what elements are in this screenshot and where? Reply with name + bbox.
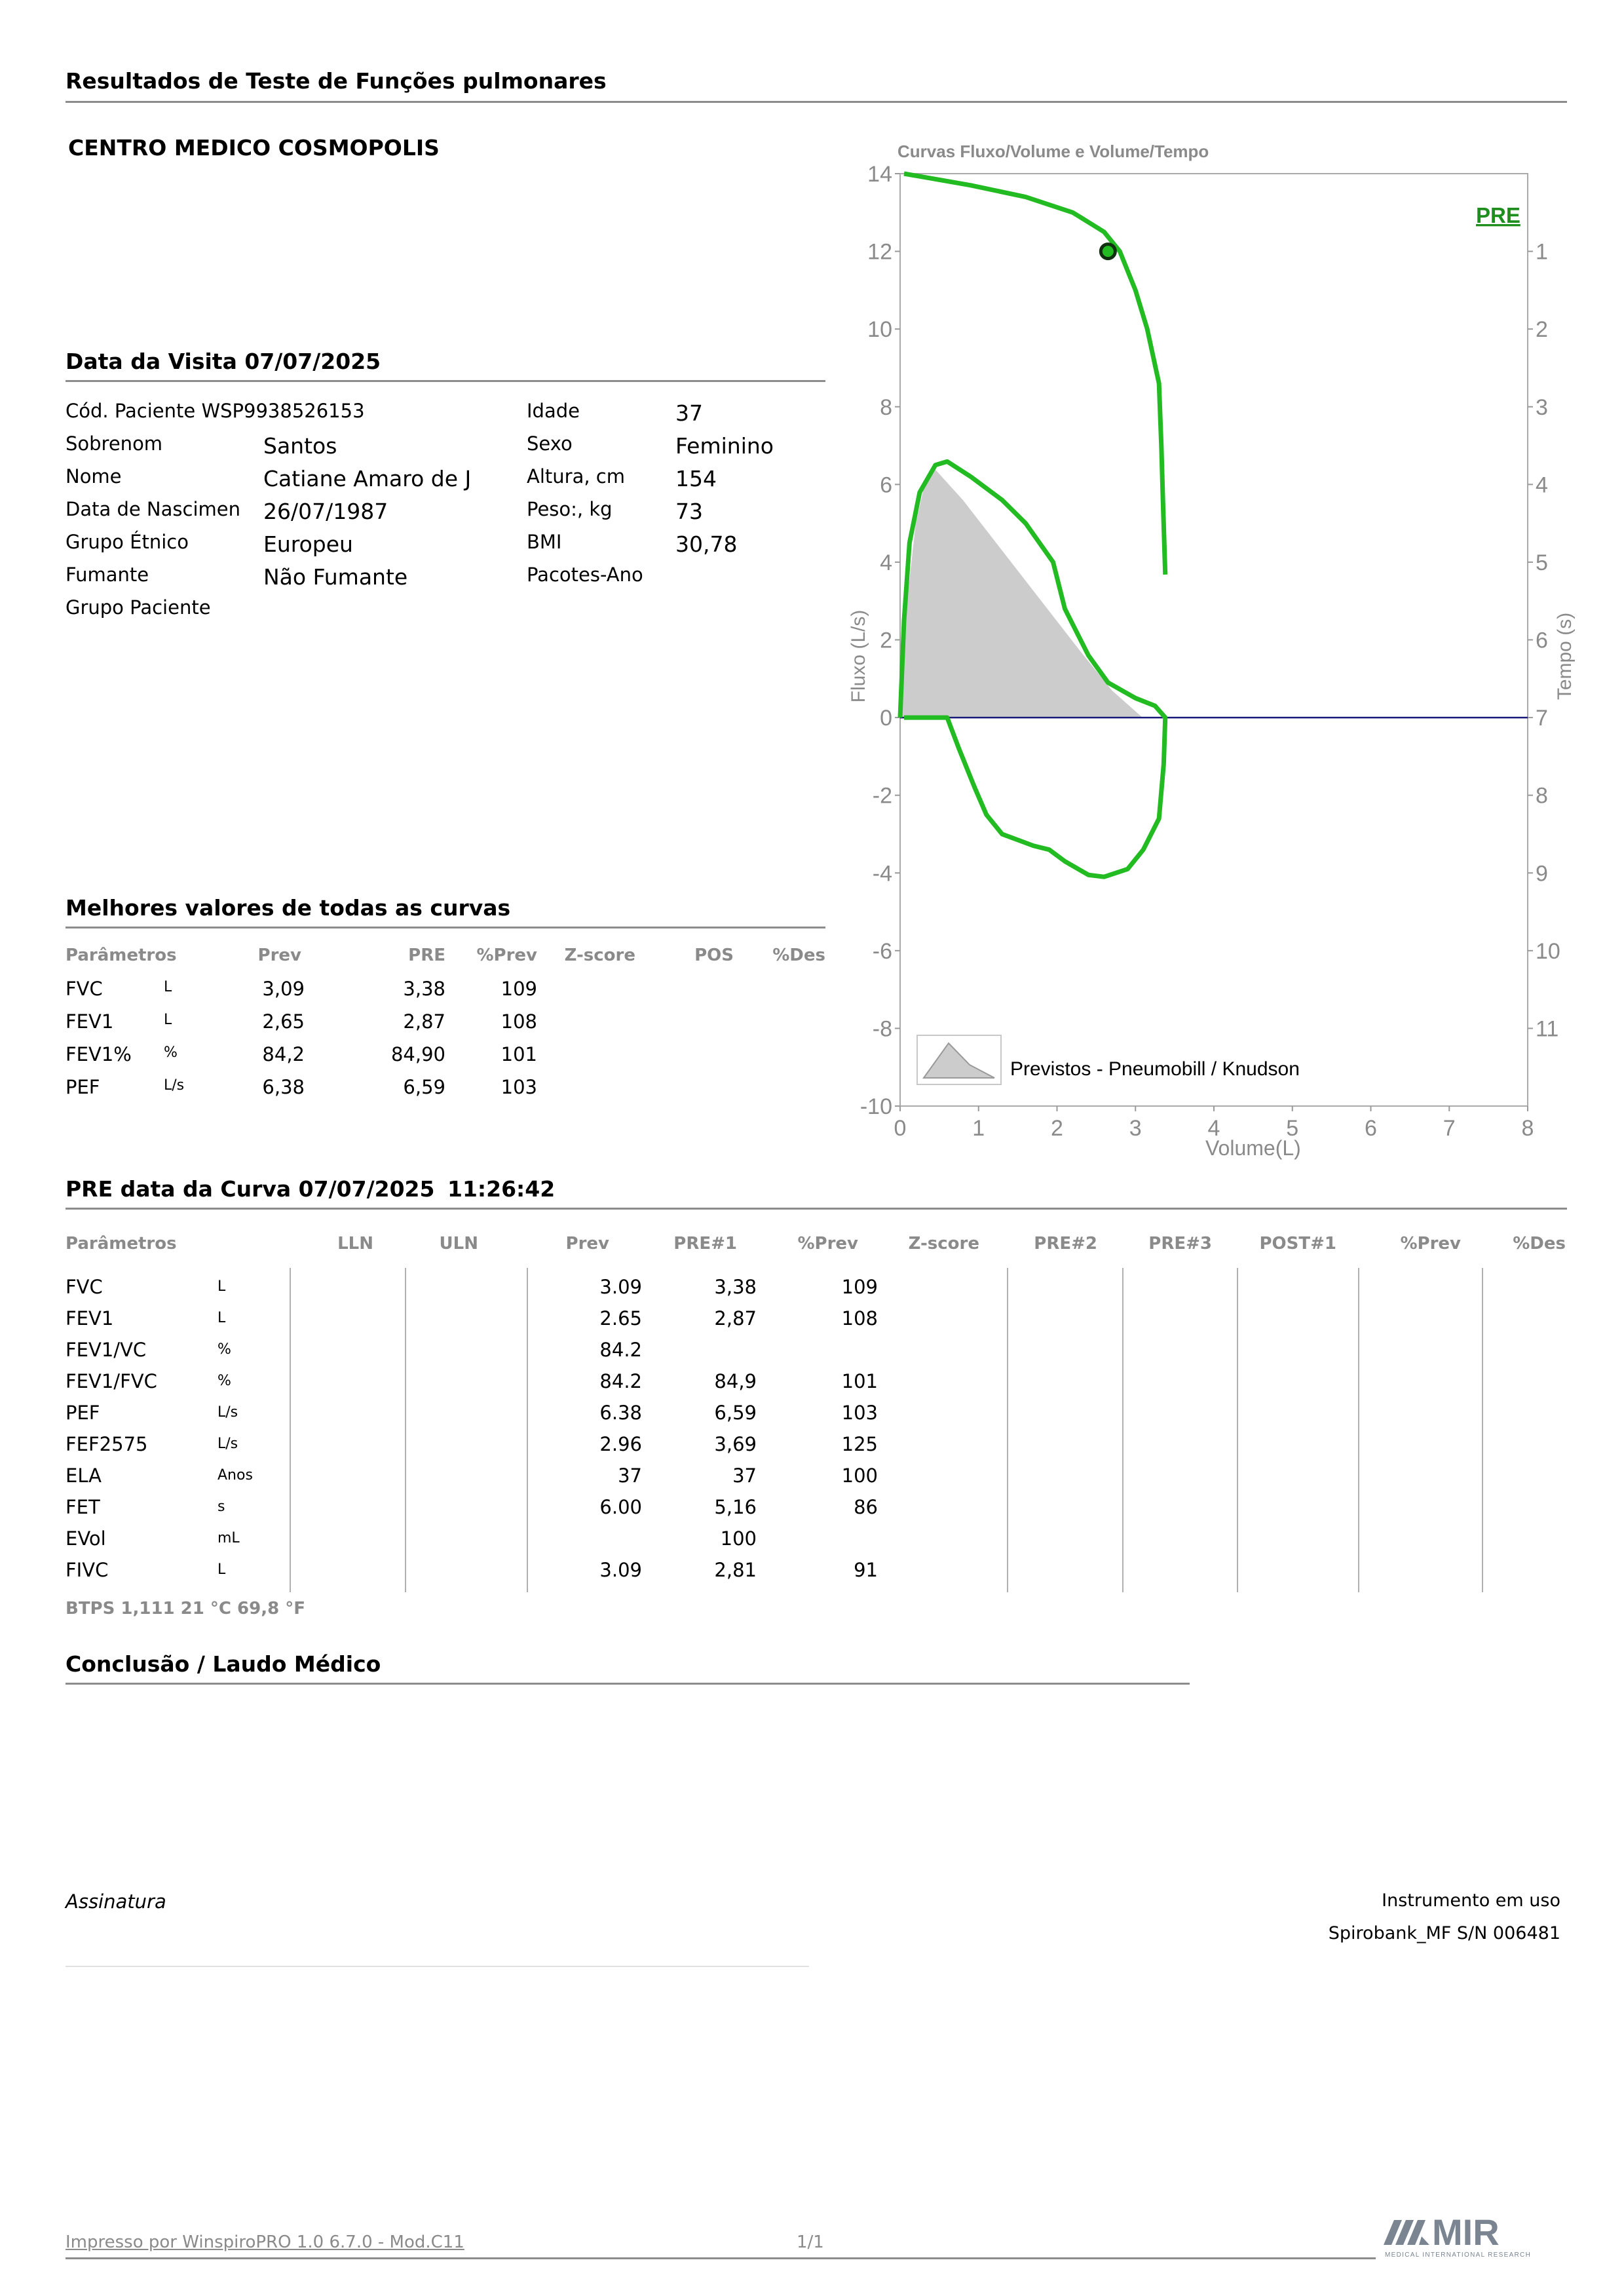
dob-label: Data de Nascimen [66, 498, 240, 520]
y-tick-label: -6 [872, 938, 892, 964]
pre-header-prev: Prev [565, 1234, 609, 1253]
pre-pre1: 5,16 [714, 1496, 757, 1518]
pre-param: FEV1 [66, 1307, 114, 1330]
flow-volume-chart [832, 131, 1585, 1179]
age-label: Idade [527, 400, 580, 422]
best-pprev: 103 [500, 1076, 537, 1098]
height-value: 154 [675, 466, 717, 491]
y-tick-label: 10 [867, 317, 892, 343]
mir-logo-icon [1382, 2207, 1566, 2259]
y-tick-label: -4 [872, 861, 892, 887]
pre-param: FEF2575 [66, 1433, 148, 1455]
pre-prev: 3.09 [599, 1559, 642, 1581]
pre-header-zscore: Z-score [908, 1234, 979, 1253]
best-values-title: Melhores valores de todas as curvas [66, 895, 511, 921]
y2-tick-label: 6 [1536, 628, 1548, 653]
series-label: PRE [1476, 203, 1520, 227]
weight-label: Peso:, kg [527, 498, 613, 520]
best-param: FVC [66, 978, 103, 1000]
pre-pre1: 6,59 [714, 1402, 757, 1424]
y2-tick-label: 1 [1536, 239, 1548, 265]
pre-pprev: 125 [841, 1433, 878, 1455]
best-pprev: 109 [500, 978, 537, 1000]
smoker-value: Não Fumante [263, 564, 408, 590]
bmi-label: BMI [527, 531, 562, 553]
col-separator [290, 1268, 291, 1592]
pre-header-param: Parâmetros [66, 1234, 177, 1253]
pre-param: FIVC [66, 1559, 109, 1581]
y-tick-label: -10 [859, 1094, 892, 1119]
fev1-marker [1101, 244, 1115, 259]
col-separator [1007, 1268, 1008, 1592]
pre-header-pre3: PRE#3 [1148, 1234, 1212, 1253]
ethnic-value: Europeu [263, 531, 353, 557]
best-pre: 3,38 [403, 978, 445, 1000]
x-tick-label: 3 [1129, 1116, 1142, 1141]
best-header-pdes: %Des [772, 946, 825, 965]
dob-value: 26/07/1987 [263, 499, 388, 524]
col-separator [1122, 1268, 1124, 1592]
best-header-prev: Prev [257, 946, 301, 965]
best-pprev: 101 [500, 1043, 537, 1065]
pre-pprev: 108 [841, 1307, 878, 1330]
pre-param: FET [66, 1496, 100, 1518]
weight-value: 73 [675, 499, 703, 524]
pre-pprev: 100 [841, 1464, 878, 1487]
y2-tick-label: 3 [1536, 394, 1548, 420]
pre-pprev: 86 [854, 1496, 878, 1518]
pre-param: FEV1/FVC [66, 1370, 157, 1392]
pre-param: EVol [66, 1527, 106, 1550]
best-values-rule [66, 927, 825, 928]
patient-code: Cód. Paciente WSP9938526153 [66, 400, 365, 422]
best-unit: L [164, 1012, 172, 1028]
pre-prev: 37 [618, 1464, 642, 1487]
pre-pre1: 100 [720, 1527, 757, 1550]
col-separator [1237, 1268, 1238, 1592]
pre-prev: 3.09 [599, 1276, 642, 1298]
pre-unit: L [217, 1310, 226, 1326]
x-axis-label: Volume(L) [1205, 1136, 1301, 1160]
y2-tick-label: 5 [1536, 550, 1548, 575]
height-label: Altura, cm [527, 465, 625, 488]
pre-pprev: 91 [854, 1559, 878, 1581]
best-param: FEV1% [66, 1043, 132, 1065]
best-header-zscore: Z-score [564, 946, 635, 965]
best-param: PEF [66, 1076, 100, 1098]
pre-pre1: 37 [732, 1464, 757, 1487]
pre-header-pre2: PRE#2 [1034, 1234, 1097, 1253]
y2-tick-label: 11 [1536, 1016, 1559, 1042]
pre-header-post1: POST#1 [1259, 1234, 1336, 1253]
best-header-pos: POS [694, 946, 734, 965]
best-prev: 2,65 [262, 1010, 305, 1033]
col-separator [405, 1268, 406, 1592]
signature-label: Assinatura [66, 1890, 166, 1913]
pre-curve-rule [66, 1208, 1567, 1210]
group-label: Grupo Paciente [66, 596, 211, 619]
pre-pre1: 84,9 [714, 1370, 757, 1392]
pre-unit: mL [217, 1530, 240, 1546]
surname-value: Santos [263, 433, 337, 459]
y-tick-label: 14 [867, 162, 892, 187]
pre-pre1: 3,38 [714, 1276, 757, 1298]
best-prev: 3,09 [262, 978, 305, 1000]
logo-text: MIR [1432, 2211, 1500, 2253]
pre-unit: Anos [217, 1467, 253, 1483]
pre-param: ELA [66, 1464, 102, 1487]
col-separator [1482, 1268, 1483, 1592]
best-pre: 84,90 [390, 1043, 445, 1065]
signature-line [66, 1966, 809, 1967]
pre-header-pdes: %Des [1513, 1234, 1566, 1253]
col-separator [1358, 1268, 1359, 1592]
y2-axis-label: Tempo (s) [1554, 612, 1576, 700]
y-tick-label: -2 [872, 783, 892, 809]
y-axis-label: Fluxo (L/s) [848, 609, 869, 703]
y2-tick-label: 7 [1536, 706, 1548, 731]
pre-param: FEV1/VC [66, 1339, 147, 1361]
pre-pre1: 3,69 [714, 1433, 757, 1455]
x-tick-label: 0 [894, 1116, 907, 1141]
y2-tick-label: 8 [1536, 783, 1548, 809]
pre-header-pprev2: %Prev [1400, 1234, 1461, 1253]
pre-header-pprev: %Prev [797, 1234, 858, 1253]
y2-tick-label: 10 [1536, 938, 1560, 964]
pre-unit: % [217, 1373, 231, 1389]
pre-prev: 6.00 [599, 1496, 642, 1518]
pre-header-lln: LLN [337, 1234, 373, 1253]
pre-unit: s [217, 1499, 225, 1515]
logo-subtext: MEDICAL INTERNATIONAL RESEARCH [1385, 2251, 1532, 2259]
instrument-label: Instrumento em uso [1382, 1890, 1560, 1911]
y-tick-label: 4 [880, 550, 892, 575]
pre-prev: 6.38 [599, 1402, 642, 1424]
pre-prev: 2.65 [599, 1307, 642, 1330]
sex-label: Sexo [527, 432, 573, 455]
report-title: Resultados de Teste de Funções pulmonares [66, 68, 607, 94]
best-header-pprev: %Prev [476, 946, 537, 965]
best-pre: 2,87 [403, 1010, 445, 1033]
pre-header-uln: ULN [439, 1234, 478, 1253]
pre-prev: 84.2 [599, 1370, 642, 1392]
pre-prev: 2.96 [599, 1433, 642, 1455]
pre-unit: L [217, 1561, 226, 1578]
x-tick-label: 7 [1443, 1116, 1456, 1141]
conclusion-rule [66, 1683, 1190, 1685]
page-number: 1/1 [797, 2232, 824, 2252]
pre-pprev: 103 [841, 1402, 878, 1424]
x-tick-label: 1 [972, 1116, 985, 1141]
surname-label: Sobrenom [66, 432, 163, 455]
pre-unit: % [217, 1341, 231, 1358]
y-tick-label: 12 [867, 239, 892, 265]
plot-area [848, 162, 1576, 1160]
legend-label: Previstos - Pneumobill / Knudson [1010, 1058, 1300, 1080]
name-label: Nome [66, 465, 122, 488]
pre-unit: L/s [217, 1436, 238, 1452]
pre-prev: 84.2 [599, 1339, 642, 1361]
conclusion-title: Conclusão / Laudo Médico [66, 1651, 381, 1677]
y-tick-label: 6 [880, 472, 892, 498]
header-rule [66, 101, 1567, 103]
smoker-label: Fumante [66, 564, 149, 586]
packs-label: Pacotes-Ano [527, 564, 643, 586]
age-value: 37 [675, 400, 703, 426]
mir-logo [1382, 2207, 1566, 2262]
y-tick-label: 0 [880, 706, 892, 731]
x-tick-label: 5 [1286, 1116, 1299, 1141]
best-unit: L/s [164, 1077, 185, 1094]
best-param: FEV1 [66, 1010, 114, 1033]
pre-curve-time: 11:26:42 [447, 1176, 556, 1202]
best-unit: L [164, 979, 172, 995]
x-tick-label: 8 [1521, 1116, 1534, 1141]
pre-header-pre1: PRE#1 [673, 1234, 737, 1253]
pre-param: FVC [66, 1276, 103, 1298]
x-tick-label: 4 [1207, 1116, 1220, 1141]
chart-title: Curvas Fluxo/Volume e Volume/Tempo [897, 142, 1209, 161]
col-separator [527, 1268, 528, 1592]
bmi-value: 30,78 [675, 531, 738, 557]
best-header-pre: PRE [408, 946, 445, 965]
instrument-value: Spirobank_MF S/N 006481 [1328, 1923, 1560, 1943]
sex-value: Feminino [675, 433, 774, 459]
y2-tick-label: 4 [1536, 472, 1548, 498]
y-tick-label: -8 [872, 1016, 892, 1042]
pre-pre1: 2,87 [714, 1307, 757, 1330]
pre-unit: L/s [217, 1404, 238, 1421]
best-pprev: 108 [500, 1010, 537, 1033]
best-pre: 6,59 [403, 1076, 445, 1098]
best-prev: 84,2 [262, 1043, 305, 1065]
pre-pre1: 2,81 [714, 1559, 757, 1581]
y2-tick-label: 9 [1536, 861, 1548, 887]
best-header-param: Parâmetros [66, 946, 177, 965]
footer-rule [66, 2257, 1376, 2259]
y2-tick-label: 2 [1536, 317, 1548, 343]
best-prev: 6,38 [262, 1076, 305, 1098]
visit-rule [66, 380, 825, 382]
pre-pprev: 101 [841, 1370, 878, 1392]
y-tick-label: 2 [880, 628, 892, 653]
x-tick-label: 6 [1365, 1116, 1377, 1141]
pre-curve-title: PRE data da Curva 07/07/2025 [66, 1176, 435, 1202]
pre-pprev: 109 [841, 1276, 878, 1298]
visit-title: Data da Visita 07/07/2025 [66, 349, 381, 374]
clinic-name: CENTRO MEDICO COSMOPOLIS [68, 135, 440, 161]
ethnic-label: Grupo Étnico [66, 531, 189, 553]
x-tick-label: 2 [1051, 1116, 1063, 1141]
best-unit: % [164, 1044, 178, 1061]
y-tick-label: 8 [880, 394, 892, 420]
printed-by: Impresso por WinspiroPRO 1.0 6.7.0 - Mod.C11 [66, 2232, 464, 2252]
pre-param: PEF [66, 1402, 100, 1424]
btps-info: BTPS 1,111 21 °C 69,8 °F [66, 1599, 306, 1618]
pre-unit: L [217, 1278, 226, 1295]
name-value: Catiane Amaro de J [263, 466, 472, 491]
